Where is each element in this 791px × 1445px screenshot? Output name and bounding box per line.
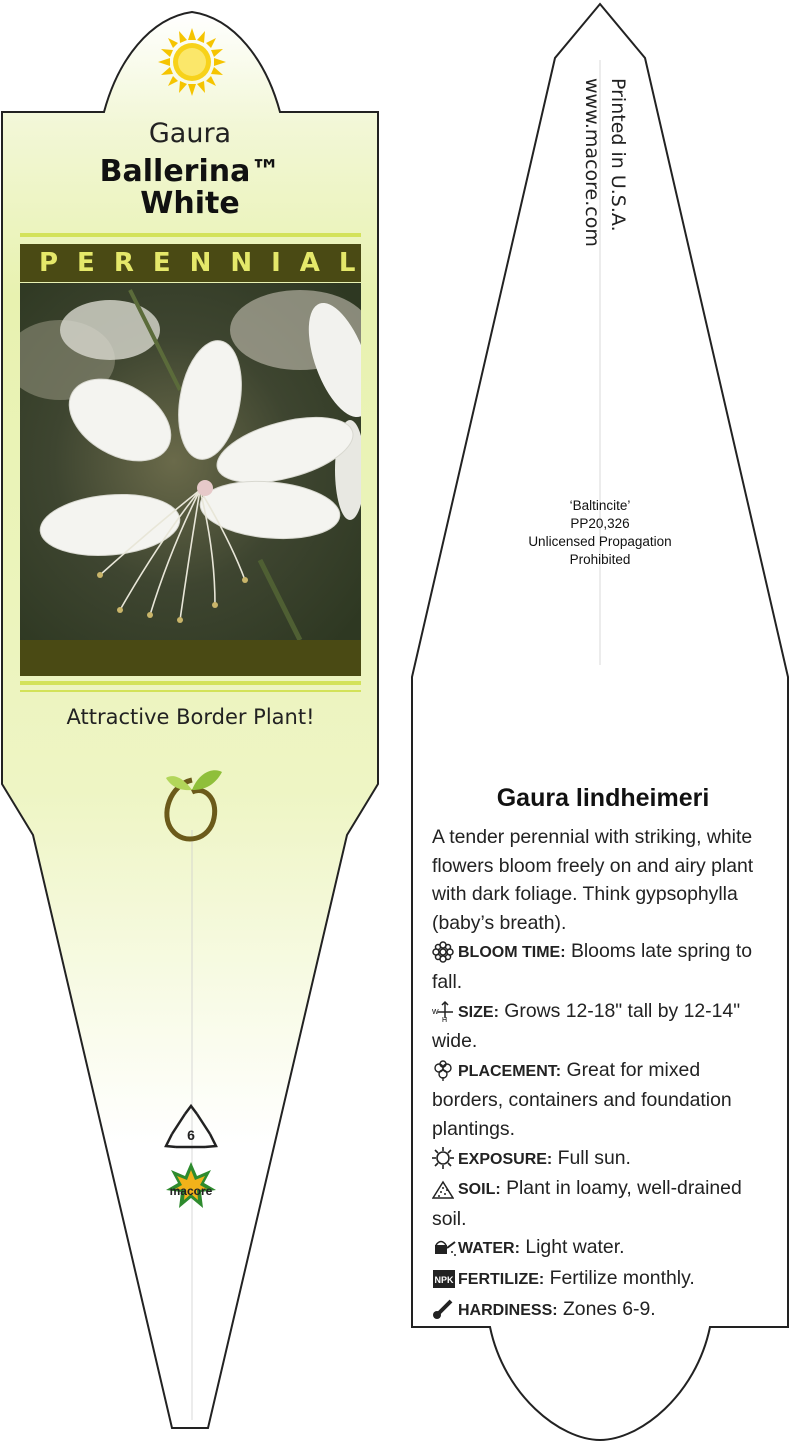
attribute-label: PLACEMENT:	[458, 1062, 562, 1080]
tagline: Attractive Border Plant!	[66, 705, 315, 729]
printed-in	[580, 78, 630, 247]
cultivar-line-1: Ballerina™	[99, 154, 281, 189]
attribute-label: EXPOSURE:	[458, 1150, 553, 1168]
category-band: PERENNIAL	[20, 244, 361, 282]
attribute-value: Great for mixed borders, containers and foundation plantings.	[432, 1058, 732, 1140]
size-icon	[432, 1000, 458, 1022]
attribute-hardiness	[432, 1295, 772, 1326]
recycle-number: 6	[187, 1127, 195, 1143]
soil-icon	[432, 1178, 458, 1200]
attribute-label: BLOOM TIME:	[458, 944, 566, 962]
cultivar-info	[440, 497, 760, 569]
svg-text:NPK: NPK	[434, 1274, 454, 1285]
attribute-water	[432, 1233, 772, 1264]
attribute-value: Fertilize monthly.	[549, 1266, 695, 1289]
cultivar-info-line: PP20,326	[570, 516, 630, 531]
care-description	[432, 823, 772, 1325]
cultivar-info-line: Unlicensed Propagation	[528, 534, 672, 549]
attribute-label: SIZE:	[458, 1003, 499, 1021]
attribute-value: Full sun.	[557, 1146, 631, 1169]
attribute-size	[432, 997, 772, 1056]
svg-text:W: W	[432, 1009, 439, 1017]
flower-icon	[432, 941, 458, 963]
attribute-value: Light water.	[525, 1236, 625, 1259]
attribute-value: Grows 12-18" tall by 12-14" wide.	[432, 999, 741, 1053]
botanical-name: Gaura lindheimeri	[496, 784, 710, 812]
flower-photo	[5, 283, 384, 640]
brand-name: macore	[169, 1184, 213, 1198]
attribute-label: FERTILIZE:	[458, 1270, 545, 1288]
watering-can-icon	[432, 1237, 458, 1259]
attribute-label: HARDINESS:	[458, 1301, 558, 1319]
thermometer-icon	[432, 1298, 458, 1320]
attribute-exposure	[432, 1144, 772, 1175]
attribute-soil	[432, 1174, 772, 1233]
printed-text: Printed in U.S.A.	[607, 78, 629, 232]
attribute-fertilize	[432, 1264, 772, 1295]
sun-icon	[158, 28, 226, 96]
attribute-label: SOIL:	[458, 1181, 501, 1199]
npk-icon	[432, 1268, 458, 1290]
attribute-bloom-time	[432, 937, 772, 996]
attribute-label: WATER:	[458, 1240, 520, 1258]
attribute-value: Plant in loamy, well-drained soil.	[432, 1177, 742, 1230]
sun-icon	[432, 1147, 458, 1169]
website-text: www.macore.com	[581, 78, 603, 247]
plants-icon	[432, 1060, 458, 1082]
attribute-placement	[432, 1056, 772, 1144]
attribute-value: Zones 6-9.	[562, 1297, 656, 1320]
attribute-value: Blooms late spring to fall.	[432, 940, 753, 993]
cultivar-line-2: White	[140, 186, 240, 221]
description: A tender perennial with striking, white flowers bloom freely on and airy plant with dark foliage. Think gypsophylla (baby’s breath).	[432, 826, 754, 934]
plant-genus: Gaura	[148, 118, 232, 149]
cultivar-info-line: Prohibited	[569, 552, 631, 567]
plant-cultivar	[20, 156, 360, 220]
svg-text:H: H	[442, 1017, 448, 1023]
cultivar-info-line: ‘Baltincite’	[569, 498, 631, 513]
